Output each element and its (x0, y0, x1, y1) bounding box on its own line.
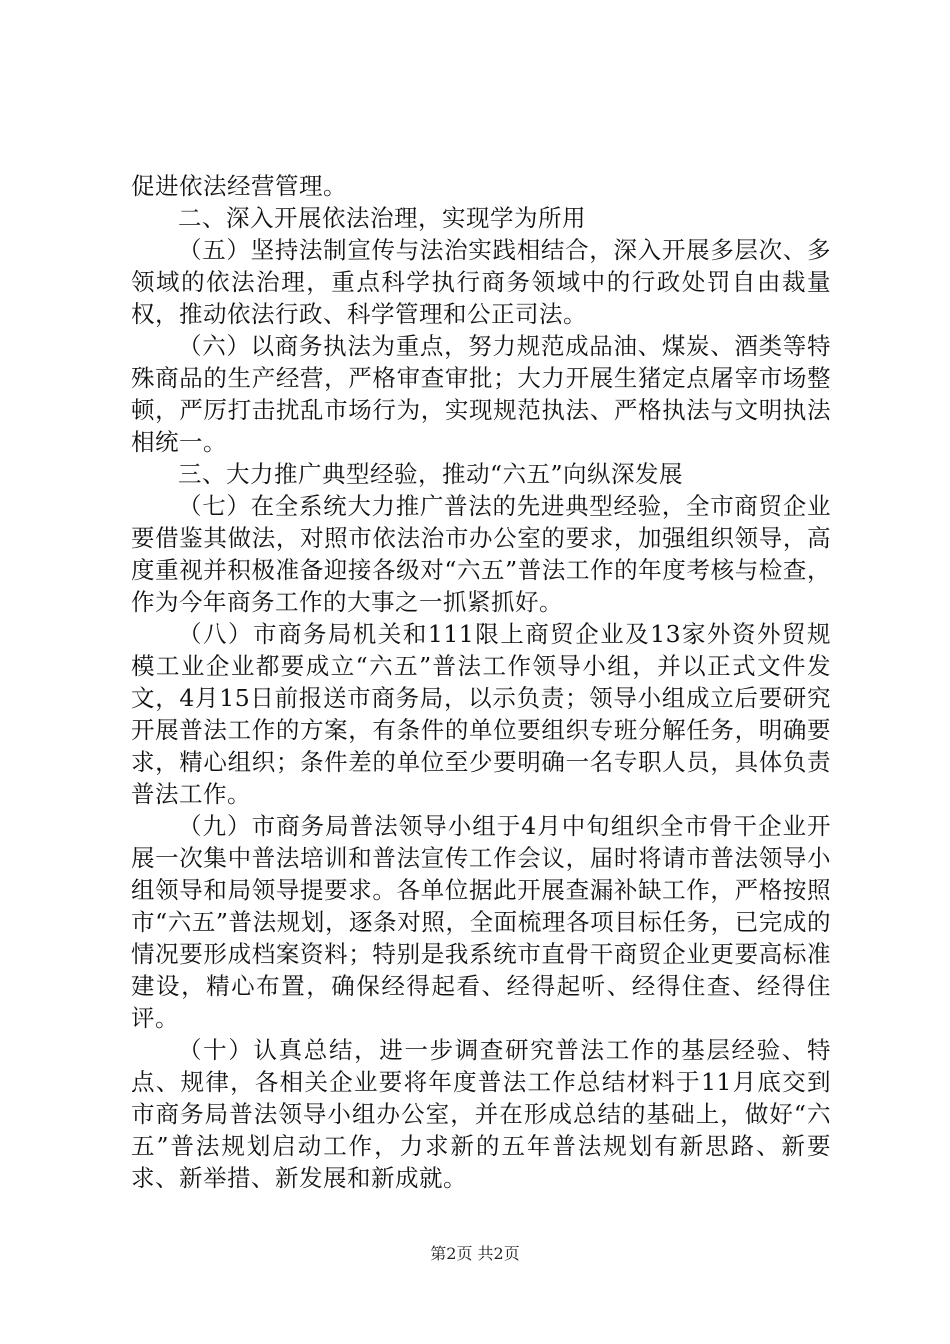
paragraph: （五）坚持法制宣传与法治实践相结合，深入开展多层次、多领域的依法治理，重点科学执行商务领域中的行政处罚自由裁量权，推动依法行政、科学管理和公正司法。 (131, 236, 831, 328)
section-heading: 三、大力推广典型经验，推动“六五”向纵深发展 (178, 460, 684, 488)
paragraph: （九）市商务局普法领导小组于4月中旬组织全市骨干企业开展一次集中普法培训和普法宣传工作会议，届时将请市普法领导小组领导和局领导提要求。各单位据此开展查漏补缺工作，严格按照市“六五”普法规划，逐条对照，全面梳理各项目标任务，已完成的情况要形成档案资料；特别是我系统市直骨干商贸企业更要高标准建设，精心布置，确保经得起看、经得起听、经得住查、经得住评。 (131, 812, 831, 1032)
paragraph: （十）认真总结，进一步调查研究普法工作的基层经验、特点、规律，各相关企业要将年度普法工作总结材料于11月底交到市商务局普法领导小组办公室，并在形成总结的基础上，做好“六五”普法规划启动工作，力求新的五年普法规划有新思路、新要求、新举措、新发展和新成就。 (131, 1036, 831, 1192)
section-heading: 二、深入开展依法治理，实现学为所用 (178, 204, 586, 232)
paragraph: （六）以商务执法为重点，努力规范成品油、煤炭、酒类等特殊商品的生产经营，严格审查审批；大力开展生猪定点屠宰市场整顿，严厉打击扰乱市场行为，实现规范执法、严格执法与文明执法相统一。 (131, 332, 831, 456)
document-body (131, 170, 831, 1194)
paragraph: 促进依法经营管理。 (131, 172, 347, 200)
paragraph: （八）市商务局机关和111限上商贸企业及13家外资外贸规模工业企业都要成立“六五”普法工作领导小组，并以正式文件发文，4月15日前报送市商务局，以示负责；领导小组成立后要研究开展普法工作的方案，有条件的单位要组织专班分解任务，明确要求，精心组织；条件差的单位至少要明确一名专职人员，具体负责普法工作。 (131, 620, 831, 808)
paragraph: （七）在全系统大力推广普法的先进典型经验，全市商贸企业要借鉴其做法，对照市依法治市办公室的要求，加强组织领导，高度重视并积极准备迎接各级对“六五”普法工作的年度考核与检查，作为今年商务工作的大事之一抓紧抓好。 (131, 492, 831, 616)
page-number-footer: 第2页 共2页 (430, 1244, 520, 1263)
